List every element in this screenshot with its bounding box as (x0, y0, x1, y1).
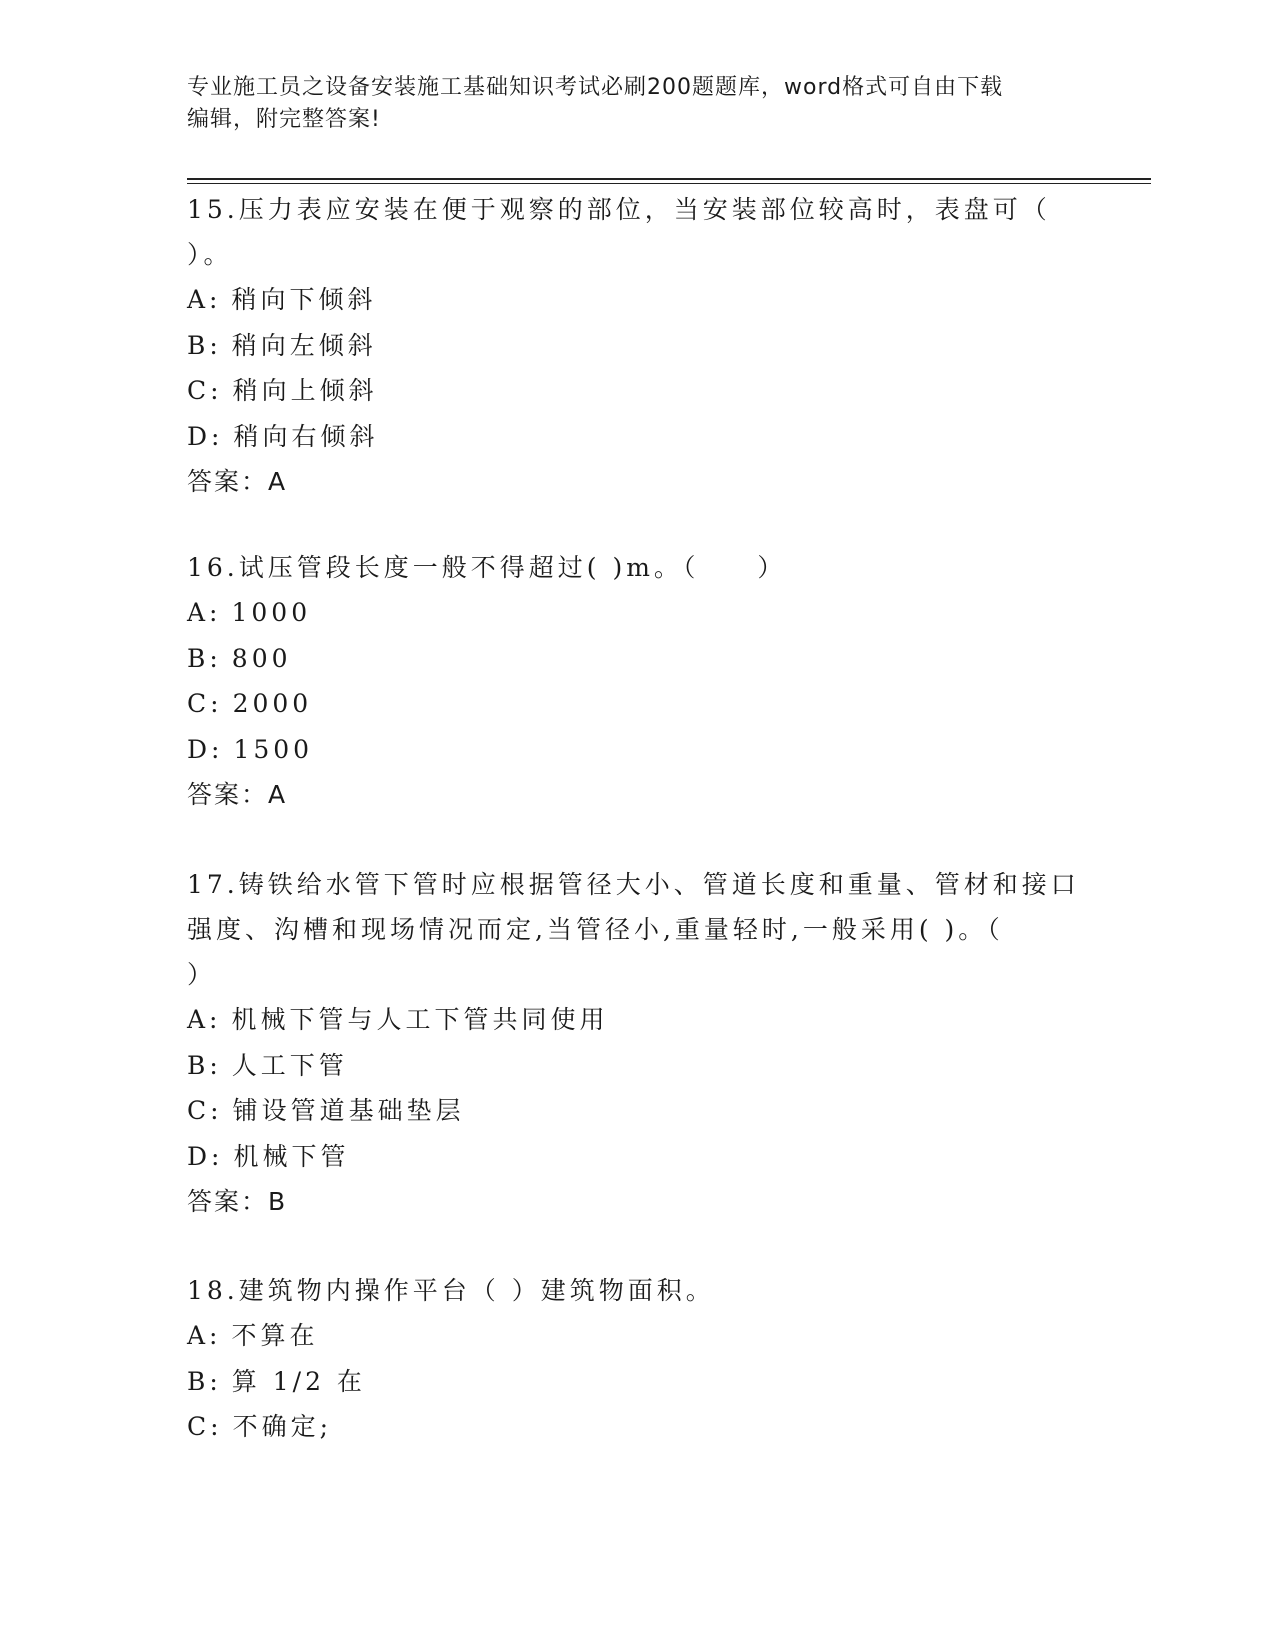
option-text: 稍向右倾斜 (233, 421, 379, 451)
question-stem (187, 1268, 1087, 1313)
option-text: 不确定; (232, 1412, 332, 1441)
option-b (187, 1359, 1087, 1405)
option-text: 1000 (231, 598, 312, 627)
option-letter: B: (187, 1050, 222, 1080)
header-line-2: 编辑，附完整答案! (187, 107, 381, 132)
option-letter: C: (187, 1096, 223, 1125)
option-letter: A: (187, 1321, 222, 1350)
option-text: 机械下管 (233, 1141, 350, 1171)
option-a (187, 997, 1087, 1043)
question-16 (187, 545, 1087, 818)
option-text: 稍向上倾斜 (232, 376, 378, 405)
option-text: 人工下管 (231, 1050, 348, 1080)
option-letter: C: (187, 376, 223, 405)
option-text: 800 (231, 643, 292, 673)
option-text: 机械下管与人工下管共同使用 (231, 1005, 609, 1034)
answer: 答案：A (187, 467, 288, 496)
option-text: 2000 (232, 689, 313, 718)
option-b (187, 1043, 1087, 1089)
option-b (187, 636, 1087, 682)
stem-line: 17.铸铁给水管下管时应根据管径大小、管道长度和重量、管材和接口 (187, 870, 1080, 899)
question-stem (187, 545, 1087, 590)
header-line-1: 专业施工员之设备安装施工基础知识考试必刷200题题库，word格式可自由下载 (187, 75, 1004, 100)
option-text: 铺设管道基础垫层 (232, 1096, 465, 1125)
option-text: 算 1/2 在 (231, 1366, 366, 1396)
option-letter: B: (187, 643, 222, 673)
option-letter: A: (187, 285, 222, 314)
option-letter: D: (187, 421, 224, 451)
option-letter: C: (187, 1412, 223, 1441)
option-letter: B: (187, 1366, 222, 1396)
option-text: 稍向左倾斜 (231, 330, 377, 360)
option-letter: D: (187, 1141, 224, 1171)
question-stem (187, 862, 1087, 997)
option-d (187, 727, 1087, 773)
option-c (187, 1088, 1087, 1134)
stem-line: 18.建筑物内操作平台（ ）建筑物面积。 (187, 1276, 715, 1305)
option-a (187, 590, 1087, 636)
option-text: 稍向下倾斜 (231, 285, 377, 314)
answer: 答案：A (187, 780, 288, 809)
option-letter: A: (187, 1005, 222, 1034)
option-text: 1500 (233, 734, 314, 764)
header-divider (187, 178, 1151, 180)
option-letter: C: (187, 689, 223, 718)
question-15 (187, 187, 1087, 505)
question-stem (187, 187, 1087, 277)
answer: 答案：B (187, 1187, 288, 1216)
option-c (187, 681, 1087, 727)
stem-line: 强度、沟槽和现场情况而定,当管径小,重量轻时,一般采用( )。（ (187, 915, 1004, 944)
header-divider-thin (187, 183, 1151, 184)
stem-line: ）。 (187, 240, 233, 269)
option-a (187, 1313, 1087, 1359)
option-a (187, 277, 1087, 323)
option-text: 不算在 (231, 1321, 319, 1350)
document-header (187, 72, 1087, 136)
question-18 (187, 1268, 1087, 1450)
option-c (187, 368, 1087, 414)
option-letter: A: (187, 598, 222, 627)
stem-line: 16.试压管段长度一般不得超过( )m。（ ） (187, 553, 787, 582)
question-17 (187, 862, 1087, 1225)
option-c (187, 1404, 1087, 1450)
stem-line: ） (187, 960, 217, 989)
option-b (187, 323, 1087, 369)
option-letter: B: (187, 330, 222, 360)
option-d (187, 1134, 1087, 1180)
stem-line: 15.压力表应安装在便于观察的部位，当安装部位较高时，表盘可（ (187, 195, 1051, 224)
option-d (187, 414, 1087, 460)
option-letter: D: (187, 734, 224, 764)
